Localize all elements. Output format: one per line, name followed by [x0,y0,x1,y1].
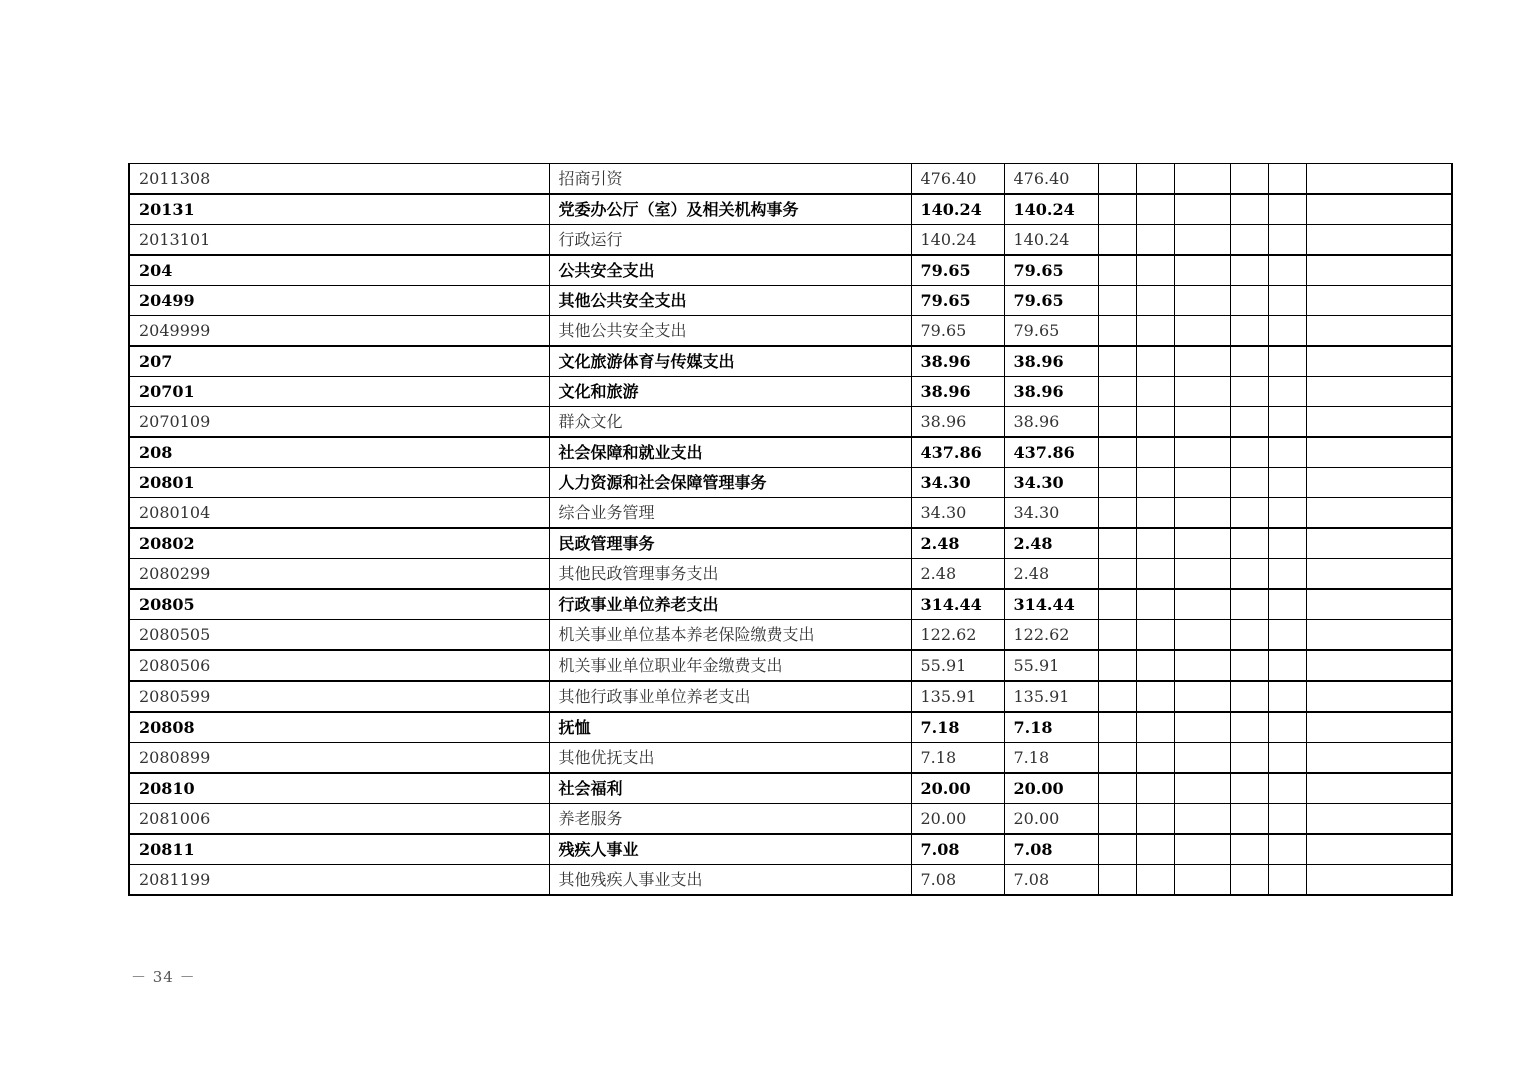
cell-code: 204 [129,255,549,286]
cell-empty [1136,834,1174,865]
table-row [129,407,1452,438]
cell-empty [1174,225,1230,256]
cell-empty [1098,559,1136,590]
cell-empty [1098,164,1136,195]
table-body [129,164,1452,896]
cell-empty [1098,773,1136,804]
cell-total: 2.48 [911,528,1004,559]
cell-empty [1136,286,1174,316]
cell-empty [1306,620,1452,651]
cell-name: 党委办公厅（室）及相关机构事务 [549,194,911,225]
cell-basic: 20.00 [1004,804,1098,835]
cell-empty [1098,650,1136,681]
table-row [129,316,1452,347]
cell-code: 20131 [129,194,549,225]
cell-empty [1174,468,1230,498]
cell-empty [1136,194,1174,225]
cell-empty [1268,589,1306,620]
cell-name: 其他残疾人事业支出 [549,865,911,896]
cell-total: 79.65 [911,255,1004,286]
cell-empty [1306,834,1452,865]
cell-empty [1306,498,1452,529]
cell-code: 20805 [129,589,549,620]
cell-empty [1268,620,1306,651]
cell-name: 其他行政事业单位养老支出 [549,681,911,712]
cell-empty [1268,164,1306,195]
cell-total: 2.48 [911,559,1004,590]
cell-name: 养老服务 [549,804,911,835]
cell-name: 社会保障和就业支出 [549,437,911,468]
cell-empty [1230,865,1268,896]
cell-basic: 34.30 [1004,468,1098,498]
table-row [129,528,1452,559]
cell-name: 机关事业单位基本养老保险缴费支出 [549,620,911,651]
cell-code: 2080899 [129,743,549,774]
cell-empty [1230,559,1268,590]
cell-empty [1098,865,1136,896]
cell-basic: 140.24 [1004,194,1098,225]
cell-empty [1174,255,1230,286]
cell-empty [1174,743,1230,774]
cell-total: 7.08 [911,834,1004,865]
cell-empty [1098,681,1136,712]
cell-empty [1098,346,1136,377]
cell-total: 38.96 [911,377,1004,407]
cell-empty [1268,316,1306,347]
table-row [129,194,1452,225]
cell-empty [1268,559,1306,590]
cell-empty [1136,773,1174,804]
cell-empty [1136,650,1174,681]
cell-code: 2080299 [129,559,549,590]
cell-name: 行政运行 [549,225,911,256]
cell-empty [1306,528,1452,559]
cell-empty [1306,650,1452,681]
cell-empty [1136,681,1174,712]
cell-empty [1268,681,1306,712]
cell-empty [1230,681,1268,712]
cell-empty [1268,407,1306,438]
cell-basic: 7.18 [1004,712,1098,743]
cell-name: 其他公共安全支出 [549,316,911,347]
cell-basic: 7.18 [1004,743,1098,774]
table-row [129,468,1452,498]
cell-empty [1174,377,1230,407]
table-row [129,498,1452,529]
cell-empty [1230,650,1268,681]
cell-name: 群众文化 [549,407,911,438]
cell-code: 2081199 [129,865,549,896]
cell-name: 残疾人事业 [549,834,911,865]
cell-empty [1174,773,1230,804]
cell-empty [1174,620,1230,651]
cell-empty [1136,407,1174,438]
cell-empty [1098,316,1136,347]
cell-empty [1230,346,1268,377]
cell-empty [1268,528,1306,559]
cell-empty [1268,743,1306,774]
table-row [129,773,1452,804]
cell-empty [1136,712,1174,743]
cell-empty [1268,468,1306,498]
table-row [129,589,1452,620]
cell-basic: 79.65 [1004,255,1098,286]
cell-empty [1230,498,1268,529]
cell-empty [1136,620,1174,651]
cell-empty [1136,468,1174,498]
cell-empty [1230,528,1268,559]
cell-empty [1098,589,1136,620]
cell-empty [1306,225,1452,256]
cell-basic: 7.08 [1004,865,1098,896]
cell-basic: 437.86 [1004,437,1098,468]
cell-name: 文化和旅游 [549,377,911,407]
table-row [129,712,1452,743]
cell-empty [1136,528,1174,559]
cell-empty [1268,865,1306,896]
cell-empty [1174,346,1230,377]
cell-name: 民政管理事务 [549,528,911,559]
cell-empty [1230,589,1268,620]
cell-basic: 55.91 [1004,650,1098,681]
cell-empty [1268,255,1306,286]
cell-empty [1306,377,1452,407]
cell-total: 38.96 [911,407,1004,438]
cell-empty [1230,194,1268,225]
cell-name: 其他民政管理事务支出 [549,559,911,590]
table-row [129,437,1452,468]
cell-empty [1098,468,1136,498]
cell-code: 2011308 [129,164,549,195]
cell-empty [1136,346,1174,377]
cell-empty [1306,468,1452,498]
cell-empty [1098,225,1136,256]
cell-total: 38.96 [911,346,1004,377]
cell-code: 2070109 [129,407,549,438]
table-row [129,377,1452,407]
cell-total: 79.65 [911,286,1004,316]
cell-name: 其他优抚支出 [549,743,911,774]
cell-empty [1306,743,1452,774]
cell-empty [1306,559,1452,590]
cell-name: 人力资源和社会保障管理事务 [549,468,911,498]
cell-empty [1268,804,1306,835]
cell-name: 其他公共安全支出 [549,286,911,316]
cell-empty [1098,528,1136,559]
cell-empty [1098,712,1136,743]
cell-empty [1136,804,1174,835]
table-row [129,650,1452,681]
cell-empty [1136,316,1174,347]
cell-empty [1230,164,1268,195]
cell-code: 20810 [129,773,549,804]
cell-empty [1230,437,1268,468]
cell-basic: 314.44 [1004,589,1098,620]
cell-code: 2080505 [129,620,549,651]
cell-code: 20801 [129,468,549,498]
cell-empty [1306,773,1452,804]
cell-total: 34.30 [911,498,1004,529]
cell-empty [1098,804,1136,835]
cell-empty [1174,528,1230,559]
cell-empty [1174,865,1230,896]
cell-empty [1230,225,1268,256]
cell-empty [1136,164,1174,195]
cell-empty [1174,194,1230,225]
cell-total: 476.40 [911,164,1004,195]
cell-empty [1136,589,1174,620]
cell-empty [1174,407,1230,438]
cell-basic: 79.65 [1004,286,1098,316]
cell-empty [1174,316,1230,347]
table-row [129,804,1452,835]
cell-empty [1268,650,1306,681]
cell-total: 140.24 [911,194,1004,225]
cell-code: 207 [129,346,549,377]
cell-total: 7.18 [911,712,1004,743]
cell-code: 20808 [129,712,549,743]
cell-empty [1230,255,1268,286]
cell-empty [1230,286,1268,316]
cell-name: 公共安全支出 [549,255,911,286]
cell-empty [1268,286,1306,316]
cell-total: 135.91 [911,681,1004,712]
cell-total: 34.30 [911,468,1004,498]
cell-code: 20499 [129,286,549,316]
cell-empty [1136,255,1174,286]
cell-empty [1268,498,1306,529]
cell-empty [1174,650,1230,681]
cell-total: 7.08 [911,865,1004,896]
cell-empty [1268,437,1306,468]
cell-empty [1268,377,1306,407]
cell-empty [1306,346,1452,377]
cell-empty [1098,834,1136,865]
cell-empty [1230,712,1268,743]
cell-basic: 2.48 [1004,559,1098,590]
cell-empty [1268,194,1306,225]
table-row [129,620,1452,651]
cell-code: 2080104 [129,498,549,529]
cell-total: 437.86 [911,437,1004,468]
cell-code: 20701 [129,377,549,407]
cell-empty [1230,743,1268,774]
cell-empty [1174,834,1230,865]
cell-empty [1174,559,1230,590]
budget-table [128,163,1453,896]
table-row [129,834,1452,865]
cell-empty [1174,712,1230,743]
cell-empty [1268,773,1306,804]
cell-empty [1306,164,1452,195]
cell-empty [1098,255,1136,286]
table-row [129,681,1452,712]
cell-empty [1174,164,1230,195]
cell-empty [1306,255,1452,286]
cell-code: 2049999 [129,316,549,347]
cell-total: 79.65 [911,316,1004,347]
table-row [129,559,1452,590]
cell-empty [1306,286,1452,316]
cell-empty [1268,712,1306,743]
cell-code: 20811 [129,834,549,865]
page-number: － 34 － [131,968,196,986]
table-row [129,286,1452,316]
cell-empty [1174,498,1230,529]
cell-empty [1230,407,1268,438]
cell-total: 122.62 [911,620,1004,651]
cell-name: 抚恤 [549,712,911,743]
cell-empty [1230,468,1268,498]
cell-empty [1136,437,1174,468]
cell-empty [1230,377,1268,407]
cell-empty [1098,407,1136,438]
cell-empty [1136,865,1174,896]
cell-code: 208 [129,437,549,468]
cell-name: 综合业务管理 [549,498,911,529]
table-row [129,346,1452,377]
cell-empty [1136,225,1174,256]
cell-empty [1230,834,1268,865]
cell-empty [1136,559,1174,590]
cell-empty [1306,437,1452,468]
table-row [129,743,1452,774]
cell-basic: 38.96 [1004,407,1098,438]
cell-basic: 79.65 [1004,316,1098,347]
cell-name: 行政事业单位养老支出 [549,589,911,620]
table-row [129,255,1452,286]
cell-empty [1268,834,1306,865]
cell-code: 2013101 [129,225,549,256]
cell-code: 2080599 [129,681,549,712]
cell-empty [1174,286,1230,316]
cell-code: 2081006 [129,804,549,835]
cell-empty [1098,498,1136,529]
cell-empty [1306,407,1452,438]
cell-total: 20.00 [911,804,1004,835]
cell-empty [1136,743,1174,774]
cell-empty [1174,804,1230,835]
cell-empty [1098,194,1136,225]
cell-total: 7.18 [911,743,1004,774]
cell-empty [1174,589,1230,620]
cell-empty [1306,681,1452,712]
cell-empty [1136,498,1174,529]
cell-basic: 38.96 [1004,377,1098,407]
cell-empty [1306,865,1452,896]
cell-code: 2080506 [129,650,549,681]
cell-empty [1230,316,1268,347]
cell-empty [1306,194,1452,225]
cell-code: 20802 [129,528,549,559]
cell-basic: 7.08 [1004,834,1098,865]
cell-total: 314.44 [911,589,1004,620]
table-row [129,164,1452,195]
cell-empty [1268,225,1306,256]
cell-name: 机关事业单位职业年金缴费支出 [549,650,911,681]
cell-empty [1230,804,1268,835]
table-row [129,225,1452,256]
cell-basic: 476.40 [1004,164,1098,195]
cell-empty [1174,437,1230,468]
cell-empty [1268,346,1306,377]
cell-empty [1230,620,1268,651]
cell-empty [1098,620,1136,651]
cell-name: 招商引资 [549,164,911,195]
cell-empty [1230,773,1268,804]
cell-empty [1306,316,1452,347]
cell-empty [1306,712,1452,743]
cell-empty [1136,377,1174,407]
cell-empty [1098,286,1136,316]
cell-name: 文化旅游体育与传媒支出 [549,346,911,377]
cell-total: 140.24 [911,225,1004,256]
cell-basic: 2.48 [1004,528,1098,559]
cell-empty [1306,589,1452,620]
cell-basic: 122.62 [1004,620,1098,651]
cell-empty [1098,743,1136,774]
cell-basic: 140.24 [1004,225,1098,256]
cell-total: 20.00 [911,773,1004,804]
cell-empty [1098,437,1136,468]
cell-empty [1174,681,1230,712]
table-row [129,865,1452,896]
cell-basic: 135.91 [1004,681,1098,712]
cell-empty [1098,377,1136,407]
cell-name: 社会福利 [549,773,911,804]
cell-empty [1306,804,1452,835]
cell-basic: 34.30 [1004,498,1098,529]
cell-basic: 38.96 [1004,346,1098,377]
cell-basic: 20.00 [1004,773,1098,804]
cell-total: 55.91 [911,650,1004,681]
